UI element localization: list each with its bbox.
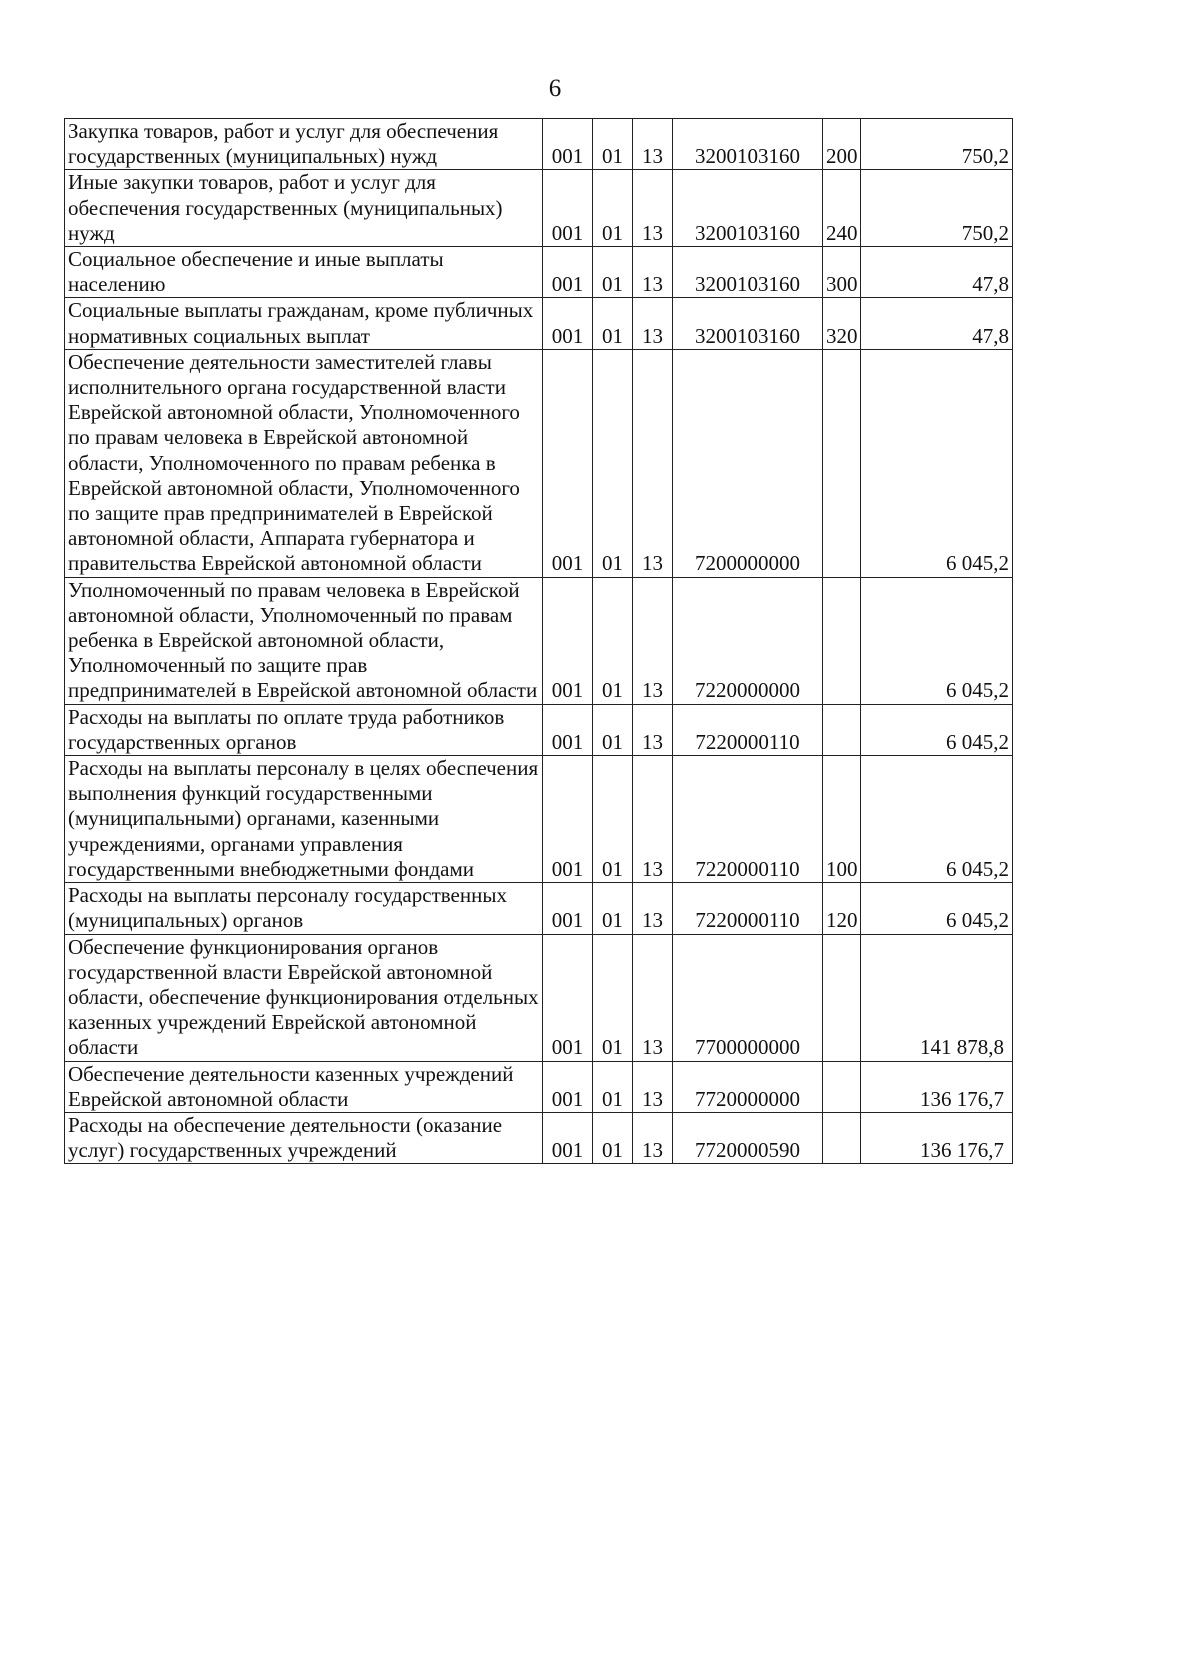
row-sum: 6 045,2 [861,349,1013,577]
table-row [65,704,1013,755]
row-vr: 240 [823,170,861,247]
row-gr: 001 [543,577,593,704]
row-gr: 001 [543,349,593,577]
row-sum: 6 045,2 [861,704,1013,755]
row-name: Расходы на выплаты персоналу государственных (муниципальных) органов [65,883,543,934]
row-gr: 001 [543,119,593,170]
row-sum: 47,8 [861,298,1013,349]
row-pr: 13 [633,883,673,934]
row-rz: 01 [593,170,633,247]
row-name: Расходы на выплаты персоналу в целях обеспечения выполнения функций государственными (муниципальными) органами, казенными учреждениями, органами управления государственными внебюджетными фондами [65,756,543,883]
table-row [65,170,1013,247]
row-gr: 001 [543,170,593,247]
row-vr [823,934,861,1061]
row-rz: 01 [593,756,633,883]
row-sum: 136 176,7 [861,1061,1013,1112]
row-rz: 01 [593,1061,633,1112]
row-csr: 7720000590 [673,1112,823,1163]
row-pr: 13 [633,119,673,170]
row-gr: 001 [543,1061,593,1112]
row-name: Закупка товаров, работ и услуг для обеспечения государственных (муниципальных) нужд [65,119,543,170]
row-csr: 3200103160 [673,298,823,349]
row-name: Расходы на выплаты по оплате труда работников государственных органов [65,704,543,755]
row-gr: 001 [543,883,593,934]
row-csr: 7720000000 [673,1061,823,1112]
table-row [65,119,1013,170]
row-rz: 01 [593,119,633,170]
row-vr: 320 [823,298,861,349]
row-vr [823,704,861,755]
row-csr: 7200000000 [673,349,823,577]
row-rz: 01 [593,577,633,704]
row-name: Иные закупки товаров, работ и услуг для обеспечения государственных (муниципальных) нужд [65,170,543,247]
row-rz: 01 [593,298,633,349]
row-sum: 47,8 [861,247,1013,298]
row-pr: 13 [633,170,673,247]
row-pr: 13 [633,756,673,883]
row-name: Обеспечение деятельности казенных учреждений Еврейской автономной области [65,1061,543,1112]
row-pr: 13 [633,247,673,298]
row-csr: 7220000000 [673,577,823,704]
row-vr [823,1061,861,1112]
row-gr: 001 [543,298,593,349]
row-name: Обеспечение функционирования органов государственной власти Еврейской автономной области, обеспечение функционирования отдельных казенных учреждений Еврейской автономной области [65,934,543,1061]
row-vr: 100 [823,756,861,883]
row-pr: 13 [633,298,673,349]
page-number: 6 [548,75,562,102]
row-pr: 13 [633,1061,673,1112]
row-gr: 001 [543,704,593,755]
row-pr: 13 [633,1112,673,1163]
budget-table-body [65,119,1013,1164]
row-pr: 13 [633,577,673,704]
row-name: Обеспечение деятельности заместителей главы исполнительного органа государственной власти Еврейской автономной области, Уполномоченного по правам человека в Еврейской автономной области, Уполномоченного по правам ребенка в Еврейской автономной области, Уполномоченного по защите прав предпринимателей в Еврейской автономной области, Аппарата губернатора и правительства Еврейской автономной области [65,349,543,577]
row-sum: 141 878,8 [861,934,1013,1061]
row-sum: 6 045,2 [861,756,1013,883]
row-csr: 3200103160 [673,119,823,170]
row-name: Социальные выплаты гражданам, кроме публичных нормативных социальных выплат [65,298,543,349]
row-gr: 001 [543,1112,593,1163]
row-csr: 3200103160 [673,247,823,298]
table-row [65,577,1013,704]
row-sum: 750,2 [861,119,1013,170]
row-gr: 001 [543,756,593,883]
table-row [65,756,1013,883]
row-sum: 6 045,2 [861,883,1013,934]
row-rz: 01 [593,247,633,298]
row-csr: 7220000110 [673,883,823,934]
row-name: Уполномоченный по правам человека в Еврейской автономной области, Уполномоченный по правам ребенка в Еврейской автономной области, Уполномоченный по защите прав предпринимателей в Еврейской автономной области [65,577,543,704]
row-vr: 300 [823,247,861,298]
row-vr: 200 [823,119,861,170]
row-vr: 120 [823,883,861,934]
table-row [65,934,1013,1061]
table-row [65,1112,1013,1163]
table-row [65,247,1013,298]
row-rz: 01 [593,349,633,577]
row-pr: 13 [633,349,673,577]
row-rz: 01 [593,883,633,934]
row-name: Расходы на обеспечение деятельности (оказание услуг) государственных учреждений [65,1112,543,1163]
row-csr: 3200103160 [673,170,823,247]
row-vr [823,349,861,577]
table-row [65,349,1013,577]
table-row [65,883,1013,934]
row-gr: 001 [543,247,593,298]
row-vr [823,1112,861,1163]
row-sum: 136 176,7 [861,1112,1013,1163]
table-row [65,1061,1013,1112]
budget-table [64,118,1013,1164]
row-csr: 7700000000 [673,934,823,1061]
table-row [65,298,1013,349]
row-pr: 13 [633,934,673,1061]
row-sum: 750,2 [861,170,1013,247]
row-rz: 01 [593,704,633,755]
row-rz: 01 [593,1112,633,1163]
row-name: Социальное обеспечение и иные выплаты населению [65,247,543,298]
row-sum: 6 045,2 [861,577,1013,704]
row-gr: 001 [543,934,593,1061]
row-pr: 13 [633,704,673,755]
row-csr: 7220000110 [673,704,823,755]
row-rz: 01 [593,934,633,1061]
row-csr: 7220000110 [673,756,823,883]
row-vr [823,577,861,704]
